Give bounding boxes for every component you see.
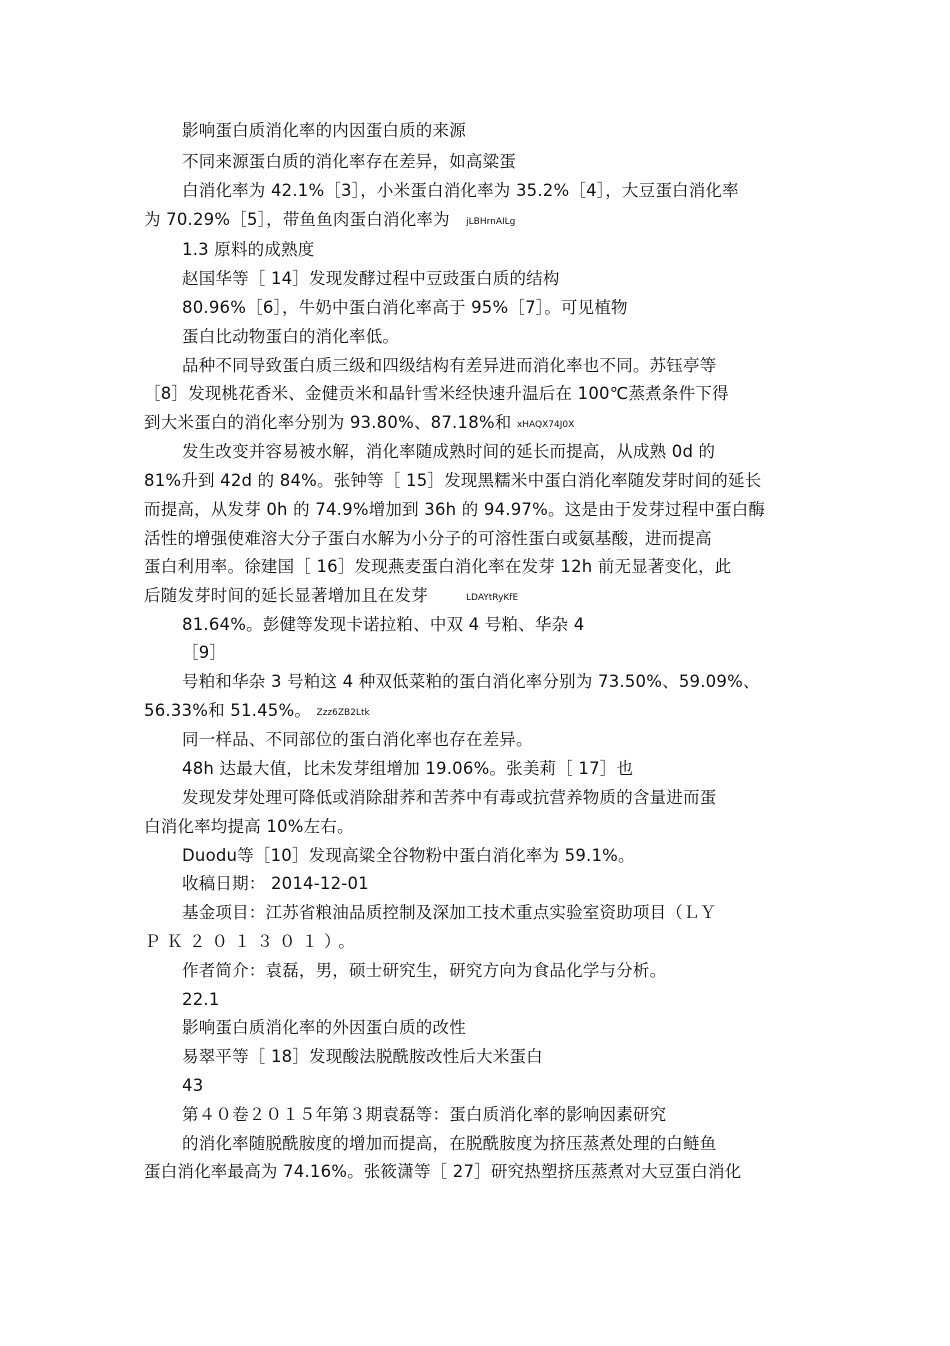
text-line: 影响蛋白质消化率的内因蛋白质的来源 [182,121,466,140]
funding-line: 基金项目：江苏省粮油品质控制及深加工技术重点实验室资助项目（ＬＹ [182,903,717,922]
text-line: 号粕和华杂 3 号粕这 4 种双低菜粕的蛋白消化率分别为 73.50%、59.09%、 [182,672,760,691]
text-line: 不同来源蛋白质的消化率存在差异，如高粱蛋 [182,152,516,171]
text-line: 81%升到 42d 的 84%。张钟等［ 15］发现黑糯米中蛋白消化率随发芽时间的延长 [144,471,762,490]
code-fragment: jLBHrnAILg [466,217,516,227]
text-segment: 到大米蛋白的消化率分别为 93.80%、87.18%和 [144,413,512,432]
code-fragment: Zzz6ZB2Ltk [316,708,370,718]
text-line: 同一样品、不同部位的蛋白消化率也存在差异。 [182,730,533,749]
text-line: 80.96%［6］，牛奶中蛋白消化率高于 95%［7］。可见植物 [182,298,628,317]
text-line: 活性的增强使难溶大分子蛋白水解为小分子的可溶性蛋白或氨基酸，进而提高 [144,529,712,548]
text-segment: 为 70.29%［5］，带鱼鱼肉蛋白消化率为 [144,210,450,229]
page-number: 43 [182,1076,204,1095]
text-line: 白消化率为 42.1%［3］，小米蛋白消化率为 35.2%［4］，大豆蛋白消化率 [182,181,739,200]
text-line: 48h 达最大值，比未发芽组增加 19.06%。张美莉［ 17］也 [182,759,634,778]
text-line: 品种不同导致蛋白质三级和四级结构有差异进而消化率也不同。苏钰亭等 [182,356,717,375]
funding-line: ＰＫ２０１３０１）。 [144,932,361,951]
text-line: 易翠平等［ 18］发现酸法脱酰胺改性后大米蛋白 [182,1047,543,1066]
code-fragment: LDAYtRyKfE [466,593,519,603]
text-line: 81.64%。彭健等发现卡诺拉粕、中双 4 号粕、华杂 4 [182,615,585,634]
text-line [144,700,370,724]
section-heading: 1.3 原料的成熟度 [182,240,315,259]
text-line: 发现发芽处理可降低或消除甜荞和苦荞中有毒或抗营养物质的含量进而蛋 [182,788,717,807]
code-fragment: xHAQX74J0X [516,420,575,430]
text-line [144,412,574,436]
section-number: 22.1 [182,990,220,1009]
text-segment: 后随发芽时间的延长显著增加且在发芽 [144,586,428,605]
text-segment: 56.33%和 51.45%。 [144,701,312,720]
text-line: 的消化率随脱酰胺度的增加而提高，在脱酰胺度为挤压蒸煮处理的白鲢鱼 [182,1134,717,1153]
text-line: 赵国华等［ 14］发现发酵过程中豆豉蛋白质的结构 [182,269,560,288]
running-header: 第４０卷２０１５年第３期袁磊等：蛋白质消化率的影响因素研究 [182,1105,667,1124]
text-line: Duodu等［10］发现高粱全谷物粉中蛋白消化率为 59.1%。 [182,846,635,865]
text-line [144,209,515,233]
text-line: ［8］发现桃花香米、金健贡米和晶针雪米经快速升温后在 100℃蒸煮条件下得 [144,384,729,403]
text-line [144,585,518,609]
text-line: 蛋白比动物蛋白的消化率低。 [182,327,400,346]
citation-marker: ［9］ [182,643,227,662]
text-line: 蛋白利用率。徐建国［ 16］发现燕麦蛋白消化率在发芽 12h 前无显著变化，此 [144,557,732,576]
text-line: 白消化率均提高 10%左右。 [144,817,354,836]
text-line: 而提高，从发芽 0h 的 74.9%增加到 36h 的 94.97%。这是由于发芽过程中蛋白酶 [144,500,766,519]
text-line: 发生改变并容易被水解，消化率随成熟时间的延长而提高，从成熟 0d 的 [182,442,716,461]
text-line: 蛋白消化率最高为 74.16%。张筱潇等［ 27］研究热塑挤压蒸煮对大豆蛋白消化 [144,1162,742,1181]
section-heading: 影响蛋白质消化率的外因蛋白质的改性 [182,1018,466,1037]
received-date: 收稿日期： 2014-12-01 [182,874,369,893]
author-info: 作者简介：袁磊，男，硕士研究生，研究方向为食品化学与分析。 [182,961,667,980]
